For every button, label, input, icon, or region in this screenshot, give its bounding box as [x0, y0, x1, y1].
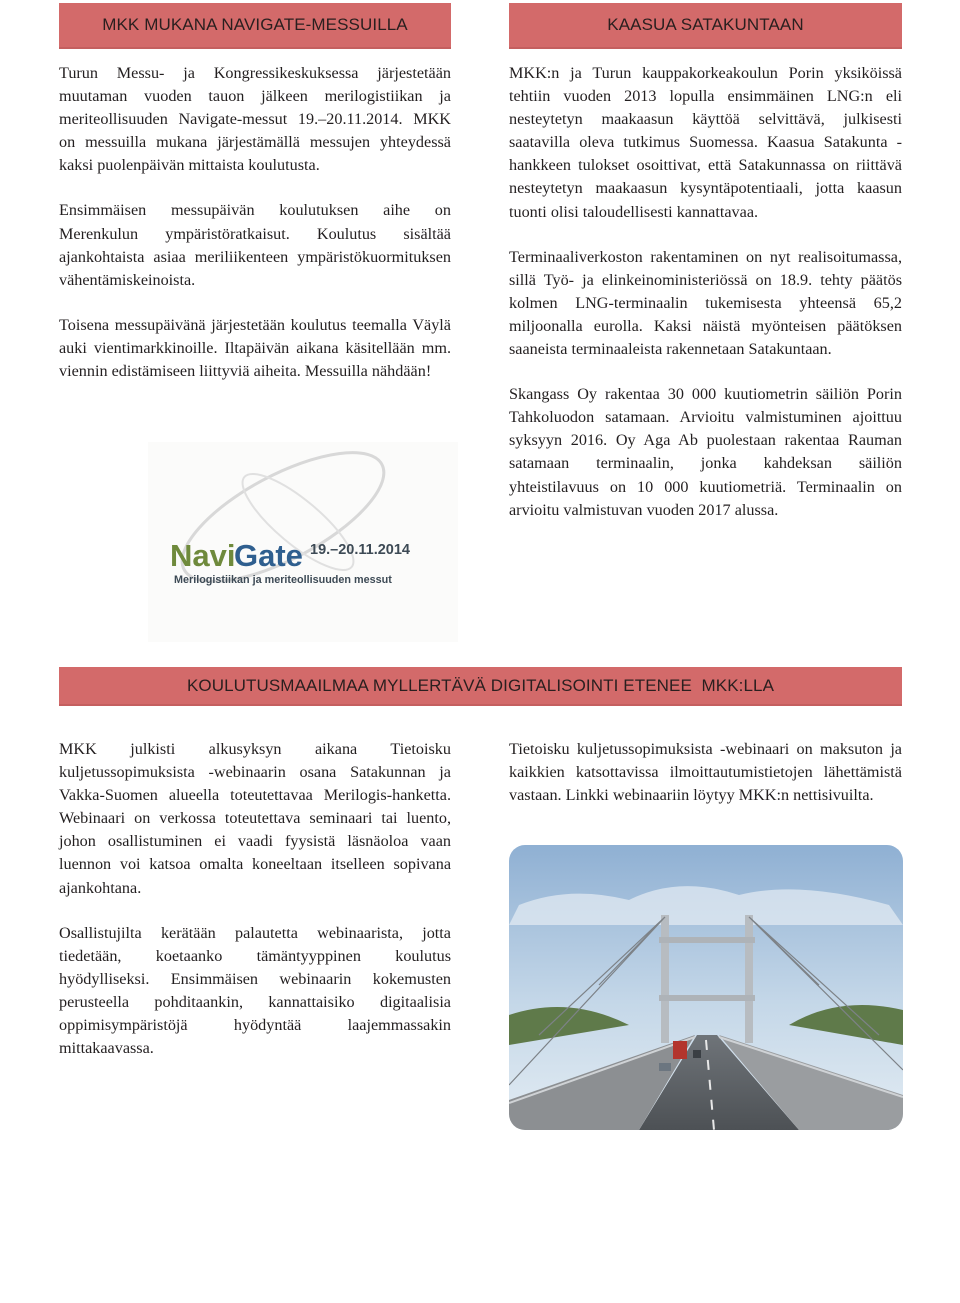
logo-brand-navi: Navi [170, 538, 236, 573]
paragraph: MKK:n ja Turun kauppakorkeakoulun Porin yksiköissä tehtiin vuoden 2013 lopulla ensimmäinen LNG:n eli nesteytetyn maakaasun käyttöä selvittävä, julkisesti saatavilla oleva tutkimus Suomessa. Kaasua Satakunta -hankkeen tulokset osoittivat, että Satakunnassa on riittävä nesteytetyn maakaasun kysyntäpotentiaali, jotta kaasun tuonti olisi taloudellisesti kannattavaa. [509, 64, 902, 221]
paragraph: MKK julkisti alkusyksyn aikana Tietoisku kuljetussopimuksista -webinaarin osana Satakunnan ja Vakka-Suomen alueella toteutettavaa Merilogis-hanketta. Webinaari on verkossa toteutettava seminaari tai luento, johon osallistuminen ei vaadi fyysistä läsnäoloa vaan luennon voi katsoa omalta koneeltaan itselleen sopivana ajankohtana. [59, 740, 451, 897]
paragraph: Skangass Oy rakentaa 30 000 kuutiometrin säiliön Porin Tahkoluodon satamaan. Arvioitu valmistuminen ajoittuu syksyyn 2016. Oy Aga Ab puolestaan rakentaa Rauman satamaan terminaalin, jonka kahdeksan säiliön yhteistilavuus on 10 000 kuutiometriä. Terminaalin on arvioitu valmistuvan vuoden 2017 alussa. [509, 385, 902, 519]
section-heading-kaasua [509, 3, 902, 49]
section-heading-digitalisointi [59, 667, 902, 706]
bridge-photo [509, 845, 903, 1130]
paragraph: Toisena messupäivänä järjestetään koulutus teemalla Väylä auki vientimarkkinoille. Iltapäivän aikana käsitellään mm. viennin edistämiseen liittyviä aiheita. Messuilla nähdään! [59, 315, 451, 381]
article-digitalisointi-left [59, 738, 451, 1082]
paragraph: Osallistujilta kerätään palautetta webinaarista, jotta tiedetään, koetaanko tämäntyyppinen koulutus hyödylliseksi. Ensimmäisen webinaarin kokemusten perusteella pohditaankin, kannattaisiko digitaalisia oppimisympäristöjä hyödyntää laajemmassakin mittakaavassa. [59, 923, 451, 1058]
paragraph: Ensimmäisen messupäivän koulutuksen aihe on Merenkulun ympäristöratkaisut. Koulutus sisältää ajankohtaista asiaa meriliikenteen ympäristökuormituksen vähentämiskeinoista. [59, 201, 451, 289]
paragraph: Terminaaliverkoston rakentaminen on nyt realisoitumassa, sillä Työ- ja elinkeinoministeriössä on 18.9. tehty päätös kolmen LNG-terminaalin tukemisesta yhteensä 65,2 miljoonalla eurolla. Kaksi näistä myönteisen päätöksen saaneista terminaaleista rakennetaan Satakuntaan. [509, 247, 902, 359]
navigate-logo-graphic [148, 442, 458, 642]
bridge-photo-graphic [509, 845, 903, 1130]
paragraph: Turun Messu- ja Kongressikeskuksessa järjestetään muutaman vuoden tauon jälkeen merilogistiikan ja meriteollisuuden Navigate-messut 19.–20.11.2014. MKK on messuilla mukana järjestämällä messujen yhteydessä kaksi puolenpäivän mittaista koulutusta. [59, 64, 451, 175]
paragraph: Tietoisku kuljetussopimuksista -webinaari on maksuton ja kaikkien katsottavissa ilmoittautumistietojen lähettämistä vastaan. Linkki webinaariin löytyy MKK:n nettisivuilta. [509, 740, 902, 805]
section-heading-digitalisointi-text: KOULUTUSMAAILMAA MYLLERTÄVÄ DIGITALISOINTI ETENEE MKK:LLA [186, 675, 775, 695]
article-kaasua-body [509, 62, 902, 544]
logo-dates: 19.–20.11.2014 [310, 542, 410, 558]
section-heading-kaasua-text: KAASUA SATAKUNTAAN [607, 15, 804, 34]
article-digitalisointi-right [509, 738, 902, 829]
logo-tagline: Merilogistiikan ja meriteollisuuden messut [174, 574, 392, 586]
article-navigate-body [59, 62, 451, 405]
navigate-logo [148, 442, 458, 642]
section-heading-navigate-text: MKK MUKANA NAVIGATE-MESSUILLA [102, 15, 408, 34]
logo-brand-gate: Gate [234, 538, 303, 573]
section-heading-navigate [59, 3, 451, 49]
